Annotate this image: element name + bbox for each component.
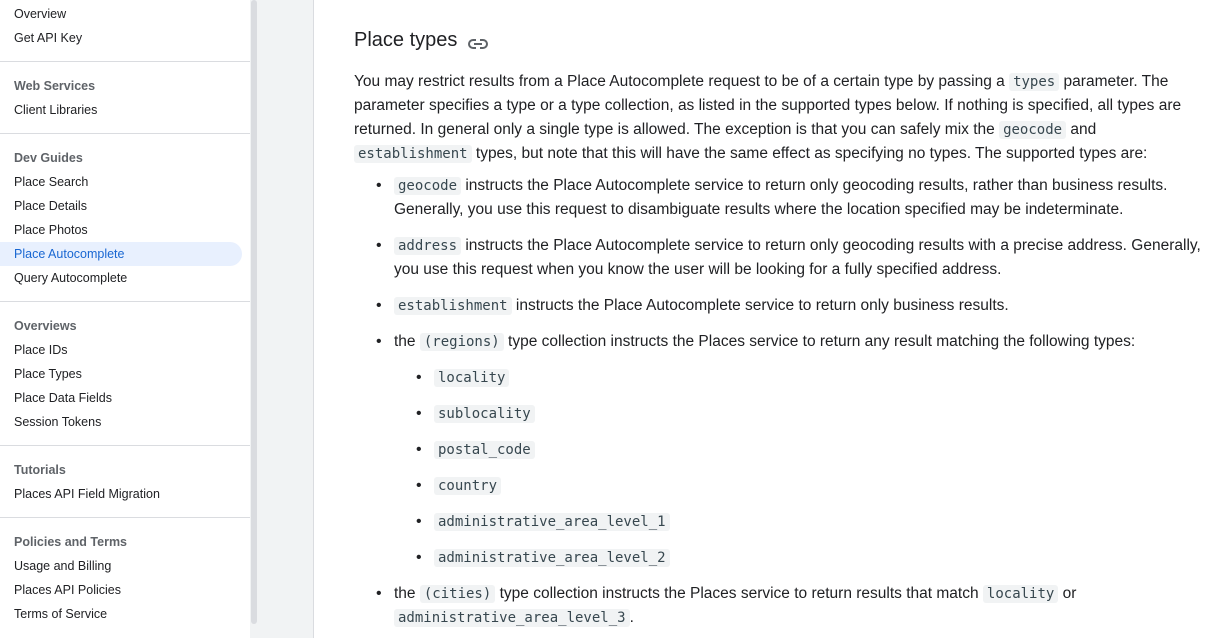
list-item-cities xyxy=(354,582,1216,630)
nav-heading: Overviews xyxy=(14,319,77,333)
nav-heading: Web Services xyxy=(14,79,96,93)
sidebar-item-place-data-fields[interactable]: Place Data Fields xyxy=(14,391,112,405)
intro-text: You may restrict results from a Place Autocomplete request to be of a certain type by passing a xyxy=(354,73,1010,90)
sidebar-item-session-tokens[interactable]: Session Tokens xyxy=(14,415,102,429)
list-item-regions xyxy=(354,330,1216,570)
code-geocode: geocode xyxy=(394,177,461,195)
nav-heading: Tutorials xyxy=(14,463,66,477)
sidebar-item-place-autocomplete[interactable]: Place Autocomplete xyxy=(0,242,242,266)
list-item-geocode xyxy=(354,174,1216,222)
nav-section-overviews xyxy=(0,314,250,446)
code-subtype: postal_code xyxy=(434,441,535,459)
list-item-address xyxy=(354,234,1216,282)
list-item-text: type collection instructs the Places service to return results that match xyxy=(495,585,983,602)
sidebar-item-place-photos[interactable]: Place Photos xyxy=(14,223,88,237)
nav-section-top xyxy=(0,0,250,62)
list-item-text: instructs the Place Autocomplete service to return only geocoding results, rather than business results. Generally, you use this request to disambiguate results where the location specified may be indeterminate. xyxy=(394,177,1168,218)
sidebar-item-terms-of-service[interactable]: Terms of Service xyxy=(14,607,108,621)
list-item-text: the xyxy=(394,585,420,602)
sidebar-item-client-libraries[interactable]: Client Libraries xyxy=(14,103,98,117)
list-item-text: the xyxy=(394,333,420,350)
code-locality: locality xyxy=(983,585,1058,603)
list-item-text: instructs the Place Autocomplete service to return only business results. xyxy=(511,297,1009,314)
code-cities: (cities) xyxy=(420,585,495,603)
sidebar-scroll-thumb[interactable] xyxy=(251,0,257,624)
code-subtype: sublocality xyxy=(434,405,535,423)
page-gutter xyxy=(258,0,314,638)
code-admin-area-3: administrative_area_level_3 xyxy=(394,609,630,627)
sidebar-item-field-migration[interactable]: Places API Field Migration xyxy=(14,487,160,501)
intro-paragraph xyxy=(354,70,1216,166)
subtype-item xyxy=(394,546,1216,570)
section-heading xyxy=(354,28,1216,52)
subtype-item xyxy=(394,366,1216,390)
nav-heading: Policies and Terms xyxy=(14,535,128,549)
code-address: address xyxy=(394,237,461,255)
sidebar-nav xyxy=(0,0,250,638)
code-regions: (regions) xyxy=(420,333,504,351)
code-establishment: establishment xyxy=(394,297,512,315)
intro-text: and xyxy=(1066,121,1097,138)
code-subtype: administrative_area_level_2 xyxy=(434,549,670,567)
main-content xyxy=(314,0,1222,638)
subtype-item xyxy=(394,510,1216,534)
intro-text: types, but note that this will have the same effect as specifying no types. The supported types are: xyxy=(471,145,1148,162)
nav-section-dev-guides xyxy=(0,146,250,302)
code-geocode: geocode xyxy=(999,121,1066,139)
subtype-item xyxy=(394,474,1216,498)
nav-heading: Dev Guides xyxy=(14,151,83,165)
sidebar-item-overview[interactable]: Overview xyxy=(14,7,67,21)
sidebar-item-place-details[interactable]: Place Details xyxy=(14,199,87,213)
code-subtype: administrative_area_level_1 xyxy=(434,513,670,531)
sidebar-item-get-api-key[interactable]: Get API Key xyxy=(14,31,83,45)
list-item-establishment xyxy=(354,294,1216,318)
sidebar-item-place-types[interactable]: Place Types xyxy=(14,367,82,381)
code-subtype: locality xyxy=(434,369,509,387)
list-item-text: instructs the Place Autocomplete service to return only geocoding results with a precise address. Generally, you use this request when you know the user will be looking for a fully specified address. xyxy=(394,237,1201,278)
regions-subtypes-list xyxy=(394,366,1216,570)
types-list xyxy=(354,174,1216,630)
code-establishment: establishment xyxy=(354,145,472,163)
list-item-text: . xyxy=(629,609,634,626)
nav-section-web-services xyxy=(0,74,250,134)
list-item-text: or xyxy=(1058,585,1077,602)
page-title: Place types xyxy=(354,29,458,51)
code-types: types xyxy=(1009,73,1059,91)
sidebar-item-places-api-policies[interactable]: Places API Policies xyxy=(14,583,121,597)
subtype-item xyxy=(394,402,1216,426)
code-subtype: country xyxy=(434,477,501,495)
sidebar-item-place-ids[interactable]: Place IDs xyxy=(14,343,68,357)
intro-text: parameter. The parameter specifies a type or a type collection, as listed in the supported types below. If nothing is specified, all types are returned. In general only a single type is allowed. The exception is that you can safely mix the xyxy=(354,73,1182,138)
sidebar-item-query-autocomplete[interactable]: Query Autocomplete xyxy=(14,271,128,285)
subtype-item xyxy=(394,438,1216,462)
sidebar-item-usage-billing[interactable]: Usage and Billing xyxy=(14,559,112,573)
nav-section-tutorials xyxy=(0,458,250,518)
link-icon[interactable] xyxy=(467,33,489,47)
nav-section-policies xyxy=(0,530,250,637)
sidebar-scrollbar[interactable] xyxy=(250,0,258,638)
sidebar-item-place-search[interactable]: Place Search xyxy=(14,175,89,189)
list-item-text: type collection instructs the Places service to return any result matching the following types: xyxy=(503,333,1136,350)
